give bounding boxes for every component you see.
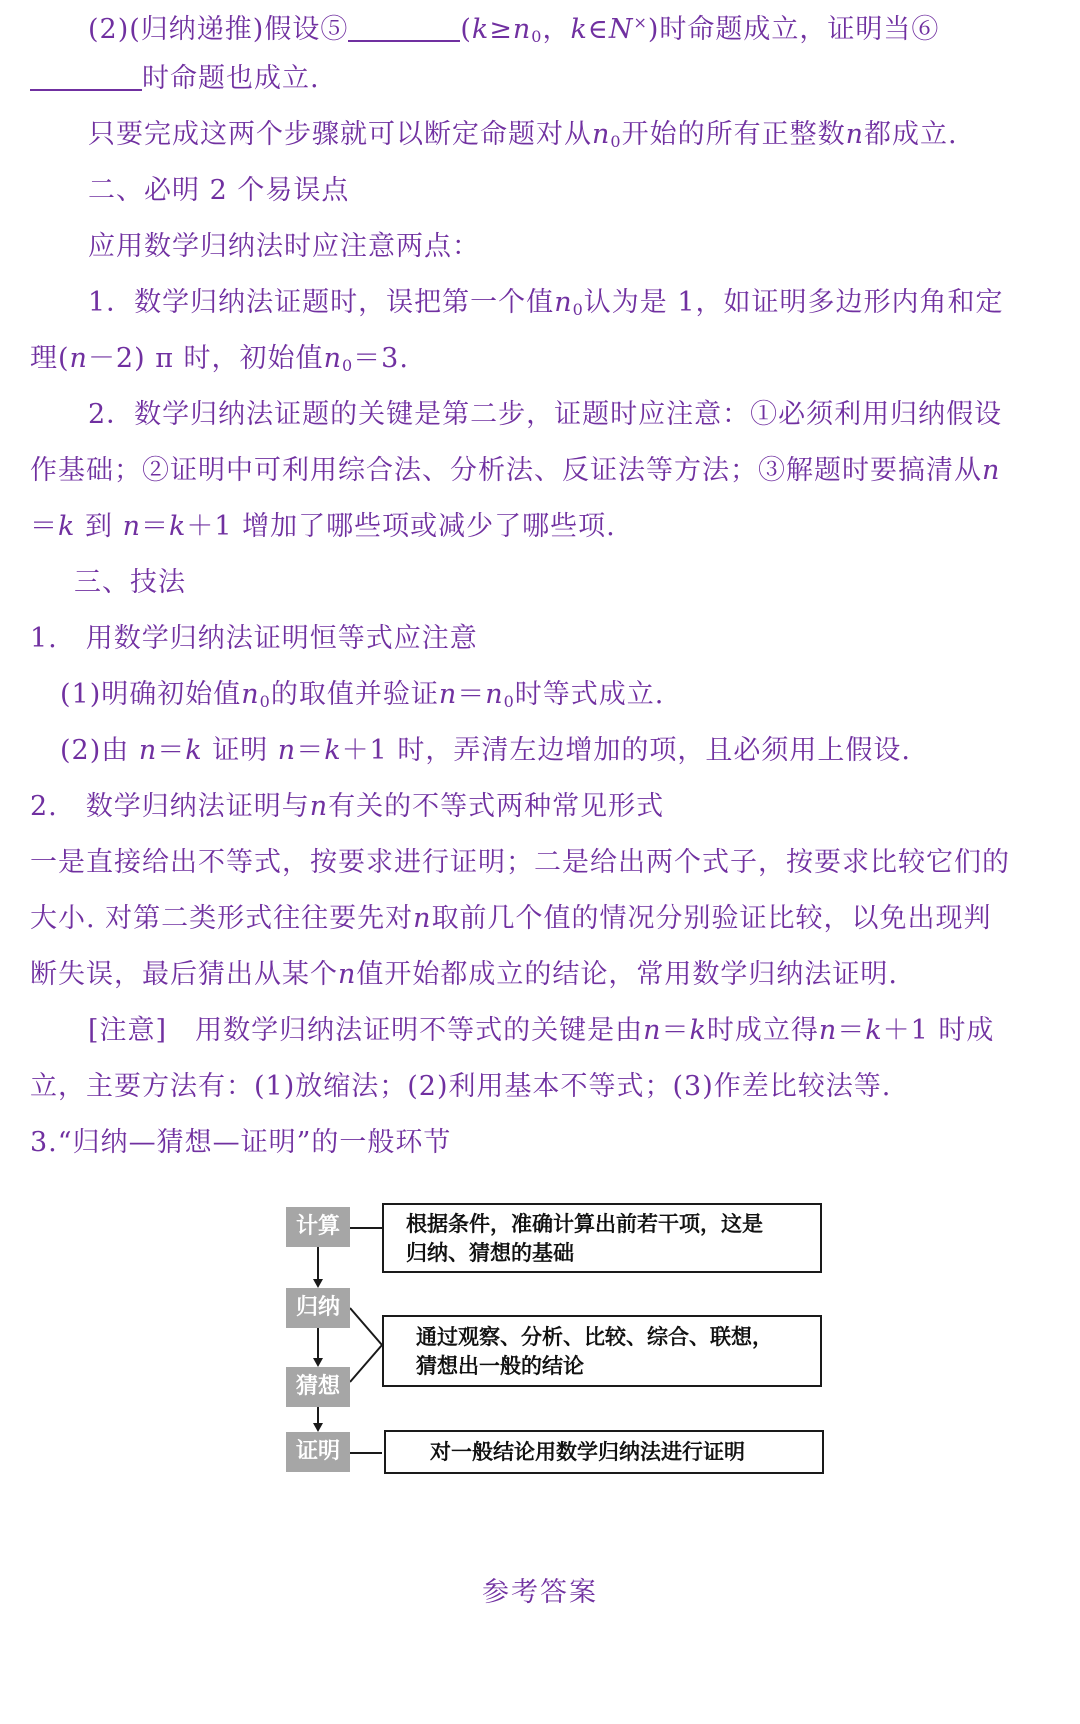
text-fragment: 时等式成立. bbox=[514, 679, 665, 710]
text-fragment: ( bbox=[460, 14, 472, 45]
var-n: n bbox=[122, 511, 141, 542]
connector bbox=[350, 1227, 382, 1229]
box-text-line: 对一般结论用数学归纳法进行证明 bbox=[430, 1440, 745, 1464]
text-fragment: ∈ bbox=[587, 14, 609, 45]
point-1 bbox=[88, 283, 1004, 330]
text-fragment: 1．数学归纳法证题时，误把第一个值 bbox=[88, 287, 555, 318]
technique-2-body-cont bbox=[30, 899, 992, 939]
text-fragment: ＝ bbox=[140, 511, 169, 542]
technique-1-a bbox=[60, 675, 664, 722]
text-fragment: 作基础；②证明中可利用综合法、分析法、反证法等方法；③解题时要搞清从 bbox=[30, 455, 982, 486]
subscript: 0 bbox=[610, 132, 622, 151]
arrow-shaft bbox=[317, 1407, 319, 1423]
var-n: n bbox=[277, 735, 297, 766]
section-heading-2: 二、必明 2 个易误点 bbox=[88, 175, 350, 206]
conclusion-line bbox=[88, 115, 958, 162]
point-2-cont2 bbox=[30, 507, 616, 547]
var-n: n bbox=[138, 735, 158, 766]
var-n: n bbox=[69, 343, 88, 374]
text-fragment: ＝ bbox=[30, 511, 58, 542]
var-n: n bbox=[485, 679, 504, 710]
text-fragment: (2)(归纳递推)假设⑤ bbox=[88, 14, 349, 45]
box-text-line: 归纳、猜想的基础 bbox=[406, 1241, 574, 1265]
text-fragment: 到 bbox=[84, 511, 113, 542]
text-fragment: 值开始都成立的结论，常用数学归纳法证明. bbox=[356, 959, 898, 990]
technique-1-b bbox=[60, 731, 911, 771]
var-k: k bbox=[471, 14, 490, 45]
text-fragment: 理( bbox=[30, 343, 70, 374]
technique-2-body: 一是直接给出不等式，按要求进行证明；二是给出两个式子，按要求比较它们的 bbox=[30, 847, 1010, 878]
var-k: k bbox=[58, 511, 76, 542]
subscript: 0 bbox=[259, 692, 271, 711]
var-n: n bbox=[845, 119, 864, 150]
text-fragment: ＝3. bbox=[353, 343, 409, 374]
text-fragment: 大小. 对第二类形式往往要先对 bbox=[30, 903, 414, 934]
var-n: n bbox=[554, 287, 573, 318]
point-2-cont bbox=[30, 451, 1000, 491]
box-text-line: 通过观察、分析、比较、综合、联想， bbox=[416, 1325, 773, 1349]
point-1-cont bbox=[30, 339, 409, 386]
bracket-connector bbox=[350, 1300, 386, 1390]
text-fragment: ， bbox=[542, 14, 571, 45]
note-line-cont: 立，主要方法有：(1)放缩法；(2)利用基本不等式；(3)作差比较法等. bbox=[30, 1071, 892, 1102]
text-fragment: 2. 数学归纳法证明与 bbox=[30, 791, 310, 822]
var-n: n bbox=[818, 1015, 838, 1046]
text-fragment: 只要完成这两个步骤就可以断定命题对从 bbox=[88, 119, 592, 150]
subscript: 0 bbox=[531, 27, 543, 46]
text-fragment: ＋1 增加了哪些项或减少了哪些项. bbox=[186, 511, 616, 542]
connector bbox=[350, 1452, 382, 1454]
text-fragment: 证明 bbox=[212, 735, 269, 766]
var-n: n bbox=[323, 343, 342, 374]
text-fragment: 时命题也成立. bbox=[142, 63, 320, 94]
text-fragment: ≥ bbox=[489, 14, 513, 45]
box-text-line: 猜想出一般的结论 bbox=[416, 1354, 584, 1378]
var-n: n bbox=[512, 14, 532, 45]
answer-key-heading: 参考答案 bbox=[482, 1577, 598, 1608]
var-n: n bbox=[413, 903, 432, 934]
hypothesis-line-cont bbox=[30, 59, 320, 99]
arrow-shaft bbox=[317, 1328, 319, 1358]
text-fragment: 取前几个值的情况分别验证比较，以免出现判 bbox=[431, 903, 992, 934]
text-fragment: 认为是 1，如证明多边形内角和定 bbox=[583, 287, 1004, 318]
text-fragment: －2) π 时，初始值 bbox=[87, 343, 324, 374]
text-fragment: 时成立得 bbox=[706, 1015, 819, 1046]
step-induce: 归纳 bbox=[286, 1288, 350, 1328]
text-fragment: 的取值并验证 bbox=[270, 679, 439, 710]
text-fragment: ＋1 时成 bbox=[882, 1015, 995, 1046]
text-fragment: 开始的所有正整数 bbox=[621, 119, 846, 150]
subscript: 0 bbox=[341, 356, 354, 375]
text-fragment: 都成立. bbox=[863, 119, 958, 150]
var-n: n bbox=[643, 1015, 662, 1046]
text-fragment: ＝ bbox=[837, 1015, 866, 1046]
technique-3: 3.“归纳—猜想—证明”的一般环节 bbox=[30, 1127, 452, 1158]
arrow-head bbox=[313, 1358, 323, 1367]
arrow-shaft bbox=[317, 1247, 319, 1279]
var-n: n bbox=[438, 679, 458, 710]
blank-6 bbox=[30, 59, 142, 91]
text-fragment: ＝ bbox=[661, 1015, 690, 1046]
text-fragment: ＝ bbox=[296, 735, 325, 766]
var-k: k bbox=[168, 511, 187, 542]
text-fragment: 有关的不等式两种常见形式 bbox=[328, 791, 665, 822]
var-n: n bbox=[982, 455, 1001, 486]
text-fragment: (2)由 bbox=[60, 735, 130, 766]
subscript: 0 bbox=[572, 300, 584, 319]
box-prove-desc bbox=[384, 1430, 824, 1474]
technique-2 bbox=[30, 787, 664, 827]
technique-1: 1. 用数学归纳法证明恒等式应注意 bbox=[30, 623, 478, 654]
paragraph: 应用数学归纳法时应注意两点： bbox=[88, 231, 480, 262]
text-fragment: (1)明确初始值 bbox=[60, 679, 242, 710]
point-2: 2．数学归纳法证题的关键是第二步，证题时应注意：①必须利用归纳假设 bbox=[88, 399, 1003, 430]
step-calculate: 计算 bbox=[286, 1207, 350, 1247]
var-k: k bbox=[185, 735, 203, 766]
var-N: N bbox=[608, 14, 634, 45]
var-n: n bbox=[592, 119, 611, 150]
arrow-head bbox=[313, 1279, 323, 1288]
box-induce-conjecture-desc bbox=[382, 1315, 822, 1387]
box-text-line: 根据条件，准确计算出前若干项，这是 bbox=[406, 1212, 763, 1236]
text-fragment: [注意] 用数学归纳法证明不等式的关键是由 bbox=[88, 1015, 644, 1046]
section-heading-3: 三、技法 bbox=[74, 567, 186, 598]
superscript: × bbox=[633, 13, 648, 32]
var-k: k bbox=[570, 14, 588, 45]
subscript: 0 bbox=[503, 692, 515, 711]
text-fragment: ＝ bbox=[457, 679, 486, 710]
note-line bbox=[88, 1011, 994, 1051]
var-n: n bbox=[241, 679, 260, 710]
hypothesis-line bbox=[88, 3, 939, 57]
arrow-head bbox=[313, 1423, 323, 1432]
text-fragment: 断失误，最后猜出从某个 bbox=[30, 959, 338, 990]
text-fragment: ＋1 时，弄清左边增加的项，且必须用上假设. bbox=[341, 735, 911, 766]
var-n: n bbox=[338, 959, 357, 990]
var-n: n bbox=[309, 791, 329, 822]
var-k: k bbox=[324, 735, 342, 766]
text-fragment: )时命题成立，证明当⑥ bbox=[647, 14, 940, 45]
technique-2-body-cont2 bbox=[30, 955, 898, 995]
blank-5 bbox=[348, 10, 460, 42]
var-k: k bbox=[689, 1015, 707, 1046]
step-conjecture: 猜想 bbox=[286, 1367, 350, 1407]
text-fragment: ＝ bbox=[157, 735, 186, 766]
step-prove: 证明 bbox=[286, 1432, 350, 1472]
box-calculate-desc bbox=[382, 1203, 822, 1273]
var-k: k bbox=[865, 1015, 883, 1046]
